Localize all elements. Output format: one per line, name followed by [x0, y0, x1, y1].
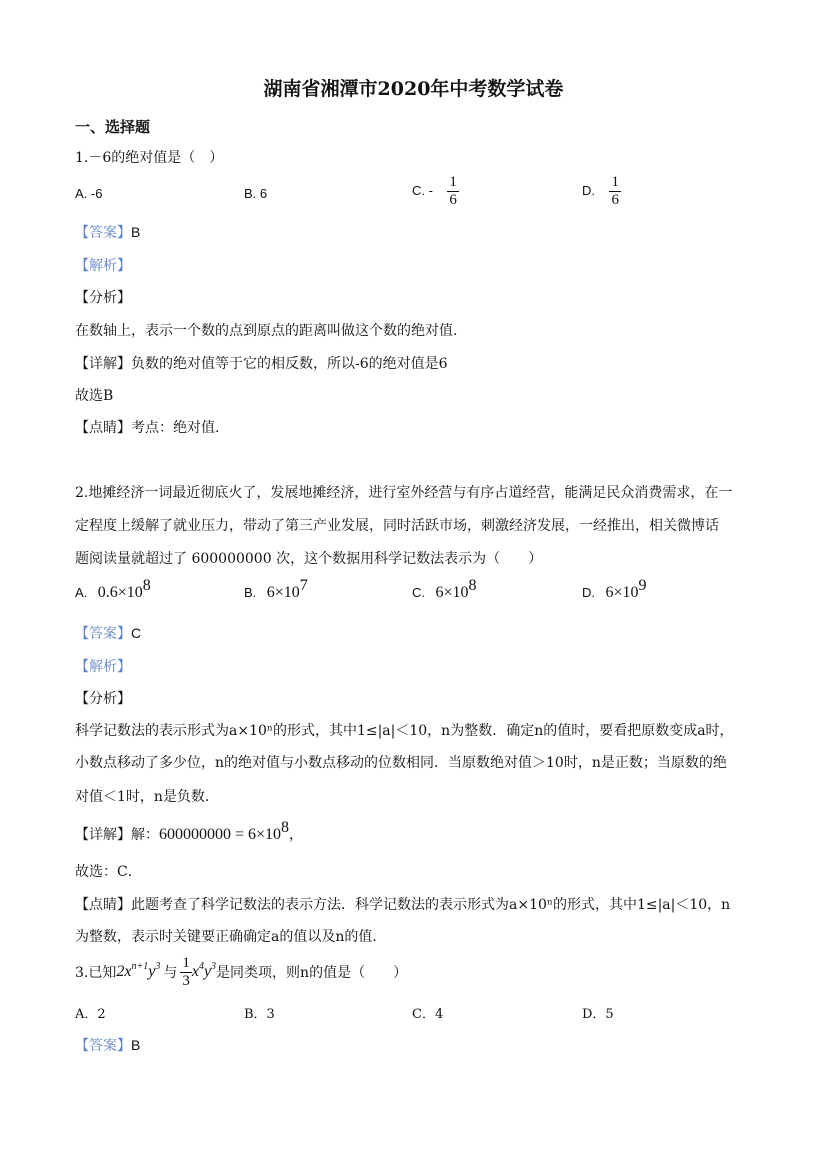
answer-value: C — [131, 625, 142, 641]
option-math: 0.6×10 — [97, 584, 143, 601]
q2-fenxi-tag: 【分析】 — [75, 691, 131, 707]
q2-fenxi-line-3: 对值＜1时，n是负数． — [75, 789, 219, 805]
option-math: 6×10 — [266, 584, 300, 601]
q1-fenxi-tag: 【分析】 — [75, 290, 131, 306]
answer-value: B — [131, 224, 141, 240]
term-y: y — [148, 963, 156, 980]
detail-end: ， — [289, 827, 304, 843]
q3-option-c: C．4 — [412, 1007, 444, 1022]
q3-stem — [75, 955, 407, 989]
q2-fenxi-line-1: 科学记数法的表示形式为a×10ⁿ的形式，其中1≤|a|＜10，n为整数．确定n的值时，要看把原数变成a时， — [75, 723, 734, 739]
q3-fraction — [180, 955, 192, 989]
q2-fenxi-line-2: 小数点移动了多少位，n的绝对值与小数点移动的位数相同．当原数绝对值＞10时，n是正数；当原数的绝 — [75, 755, 727, 771]
exponent: 4 — [198, 961, 204, 972]
q3-stem-prefix: 3.已知 — [75, 965, 117, 981]
q3-option-a: A．2 — [75, 1007, 106, 1022]
answer-tag: 【答案】 — [75, 225, 131, 241]
answer-tag: 【答案】 — [75, 1038, 131, 1054]
answer-tag: 【答案】 — [75, 626, 131, 642]
term-x: x — [191, 963, 199, 980]
q2-option-d — [582, 577, 647, 602]
q2-option-b — [244, 577, 308, 602]
option-math: 6×10 — [605, 584, 639, 601]
fraction-denominator: 3 — [182, 972, 190, 989]
q2-jiexi-tag: 【解析】 — [75, 659, 131, 675]
fraction-numerator: 1 — [182, 955, 190, 971]
q3-term-1 — [116, 963, 160, 981]
exponent: 8 — [468, 577, 477, 594]
q2-option-c — [412, 577, 477, 602]
q1-option-c-label: C. - — [412, 183, 433, 198]
q3-answer — [75, 1035, 140, 1055]
option-label: C. — [412, 585, 425, 600]
q1-option-a: A. -6 — [75, 186, 103, 201]
option-math: 6×10 — [435, 584, 469, 601]
q3-term-2 — [192, 963, 216, 981]
q2-detail — [75, 819, 304, 844]
exponent: 8 — [142, 577, 151, 594]
term-base: 2x — [116, 963, 132, 980]
option-label: B. — [244, 585, 257, 600]
q1-option-c-fraction — [447, 174, 459, 208]
fraction-numerator: 1 — [611, 174, 619, 190]
q1-stem: 1.－6的绝对值是（ ） — [75, 150, 224, 166]
option-label: A. — [75, 585, 88, 600]
fraction-denominator: 6 — [611, 191, 619, 208]
fraction-numerator: 1 — [449, 174, 457, 190]
option-label: D. — [582, 585, 595, 600]
section-heading: 一、选择题 — [75, 119, 151, 136]
q2-comment-line-1: 【点睛】此题考查了科学记数法的表示方法．科学记数法的表示形式为a×10ⁿ的形式，其中1≤|a|＜10，n — [75, 897, 731, 913]
q1-option-d-fraction — [609, 174, 621, 208]
q1-fenxi-text: 在数轴上，表示一个数的点到原点的距离叫做这个数的绝对值. — [75, 323, 458, 339]
term-y: y — [203, 963, 212, 980]
q1-option-d — [582, 174, 621, 208]
q1-detail: 【详解】负数的绝对值等于它的相反数，所以-6的绝对值是6 — [75, 356, 448, 372]
exponent: 3 — [211, 961, 217, 972]
q2-stem-line-2: 定程度上缓解了就业压力，带动了第三产业发展，同时活跃市场，刺激经济发展，一经推出，相关微博话 — [75, 518, 719, 534]
exponent: 3 — [155, 961, 161, 972]
q3-option-b: B．3 — [244, 1007, 275, 1022]
detail-math: 600000000 = 6×10 — [159, 826, 282, 843]
exponent: 7 — [299, 577, 308, 594]
q1-choose: 故选B — [75, 388, 114, 404]
q1-option-b: B. 6 — [244, 186, 268, 201]
exponent: 9 — [638, 577, 647, 594]
q3-stem-mid: 与 — [163, 965, 178, 981]
q1-comment: 【点睛】考点：绝对值. — [75, 420, 220, 436]
q1-option-d-label: D. — [582, 183, 595, 198]
q3-option-d: D．5 — [582, 1007, 614, 1022]
q2-choose: 故选：C． — [75, 864, 142, 880]
q2-answer — [75, 623, 141, 643]
q1-answer — [75, 222, 140, 242]
exponent: n+1 — [131, 961, 149, 972]
fraction-denominator: 6 — [449, 191, 457, 208]
q1-option-c — [412, 174, 459, 208]
q2-stem-line-1: 2.地摊经济一词最近彻底火了，发展地摊经济，进行室外经营与有序占道经营，能满足民众消费需求，在一 — [75, 485, 733, 501]
q2-option-a — [75, 577, 151, 602]
page-title: 湖南省湘潭市2020年中考数学试卷 — [263, 78, 564, 100]
exponent: 8 — [281, 819, 290, 836]
q3-stem-suffix: 是同类项，则n的值是（ ） — [216, 965, 408, 981]
detail-tag: 【详解】解： — [75, 827, 159, 843]
q2-stem-line-3: 题阅读量就超过了 600000000 次，这个数据用科学记数法表示为（ ） — [75, 551, 543, 567]
q1-jiexi-tag: 【解析】 — [75, 258, 131, 274]
answer-value: B — [131, 1037, 141, 1053]
q2-comment-line-2: 为整数，表示时关键要正确确定a的值以及n的值. — [75, 929, 377, 945]
